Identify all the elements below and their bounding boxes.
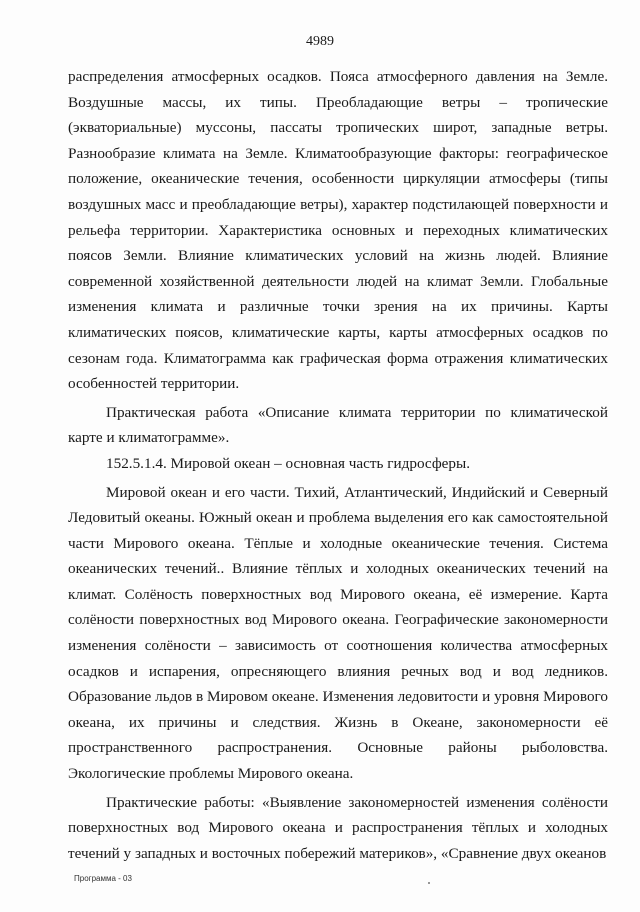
paragraph-climate: распределения атмосферных осадков. Пояса атмосферного давления на Земле. Воздушные массы, их типы. Преобладающие ветры – тропические (экваториальные) муссоны, пассаты тропических широт, западные ветры. Разнообразие климата на Земле. Климатообразующие факторы: географическое положение, океанические течения, особенности циркуляции атмосферы (типы воздушных масс и преобладающие ветры), характер подстилающей поверхности и рельефа территории. Характеристика основных и переходных климатических поясов Земли. Влияние климатических условий на жизнь людей. Влияние современной хозяйственной деятельности людей на климат Земли. Глобальные изменения климата и различные точки зрения на их причины. Карты климатических поясов, климатические карты, карты атмосферных осадков по сезонам года. Климатограмма как графическая форма отражения климатических особенностей территории.	[68, 68, 608, 393]
page-number: 4989	[306, 34, 334, 49]
paragraph-practical-works-ocean: Практические работы: «Выявление закономерностей изменения солёности поверхностных вод Мирового океана и распространения тёплых и холодных течений у западных и восточных побережий материков», «Сравнение двух океанов	[68, 793, 608, 862]
footer-program-label: Программа - 03	[74, 874, 132, 883]
paragraph-practical-work-climate: Практическая работа «Описание климата территории по климатической карте и климатограмме».	[68, 403, 608, 447]
scan-speck	[428, 882, 430, 884]
body-text	[68, 64, 608, 866]
section-heading-world-ocean: 152.5.1.4. Мировой океан – основная часть гидросферы.	[106, 454, 471, 472]
paragraph-world-ocean: Мировой океан и его части. Тихий, Атлантический, Индийский и Северный Ледовитый океаны. Южный океан и проблема выделения его как самостоятельной части Мирового океана. Тёплые и холодные океанические течения. Система океанических течений.. Влияние тёплых и холодных океанических течений на климат. Солёность поверхностных вод Мирового океана, её измерение. Карта солёности поверхностных вод Мирового океана. Географические закономерности изменения солёности – зависимость от соотношения количества атмосферных осадков и испарения, опресняющего влияния речных вод и вод ледников. Образование льдов в Мировом океане. Изменения ледовитости и уровня Мирового океана, их причины и следствия. Жизнь в Океане, закономерности её пространственного распространения. Основные районы рыболовства. Экологические проблемы Мирового океана.	[68, 483, 608, 783]
